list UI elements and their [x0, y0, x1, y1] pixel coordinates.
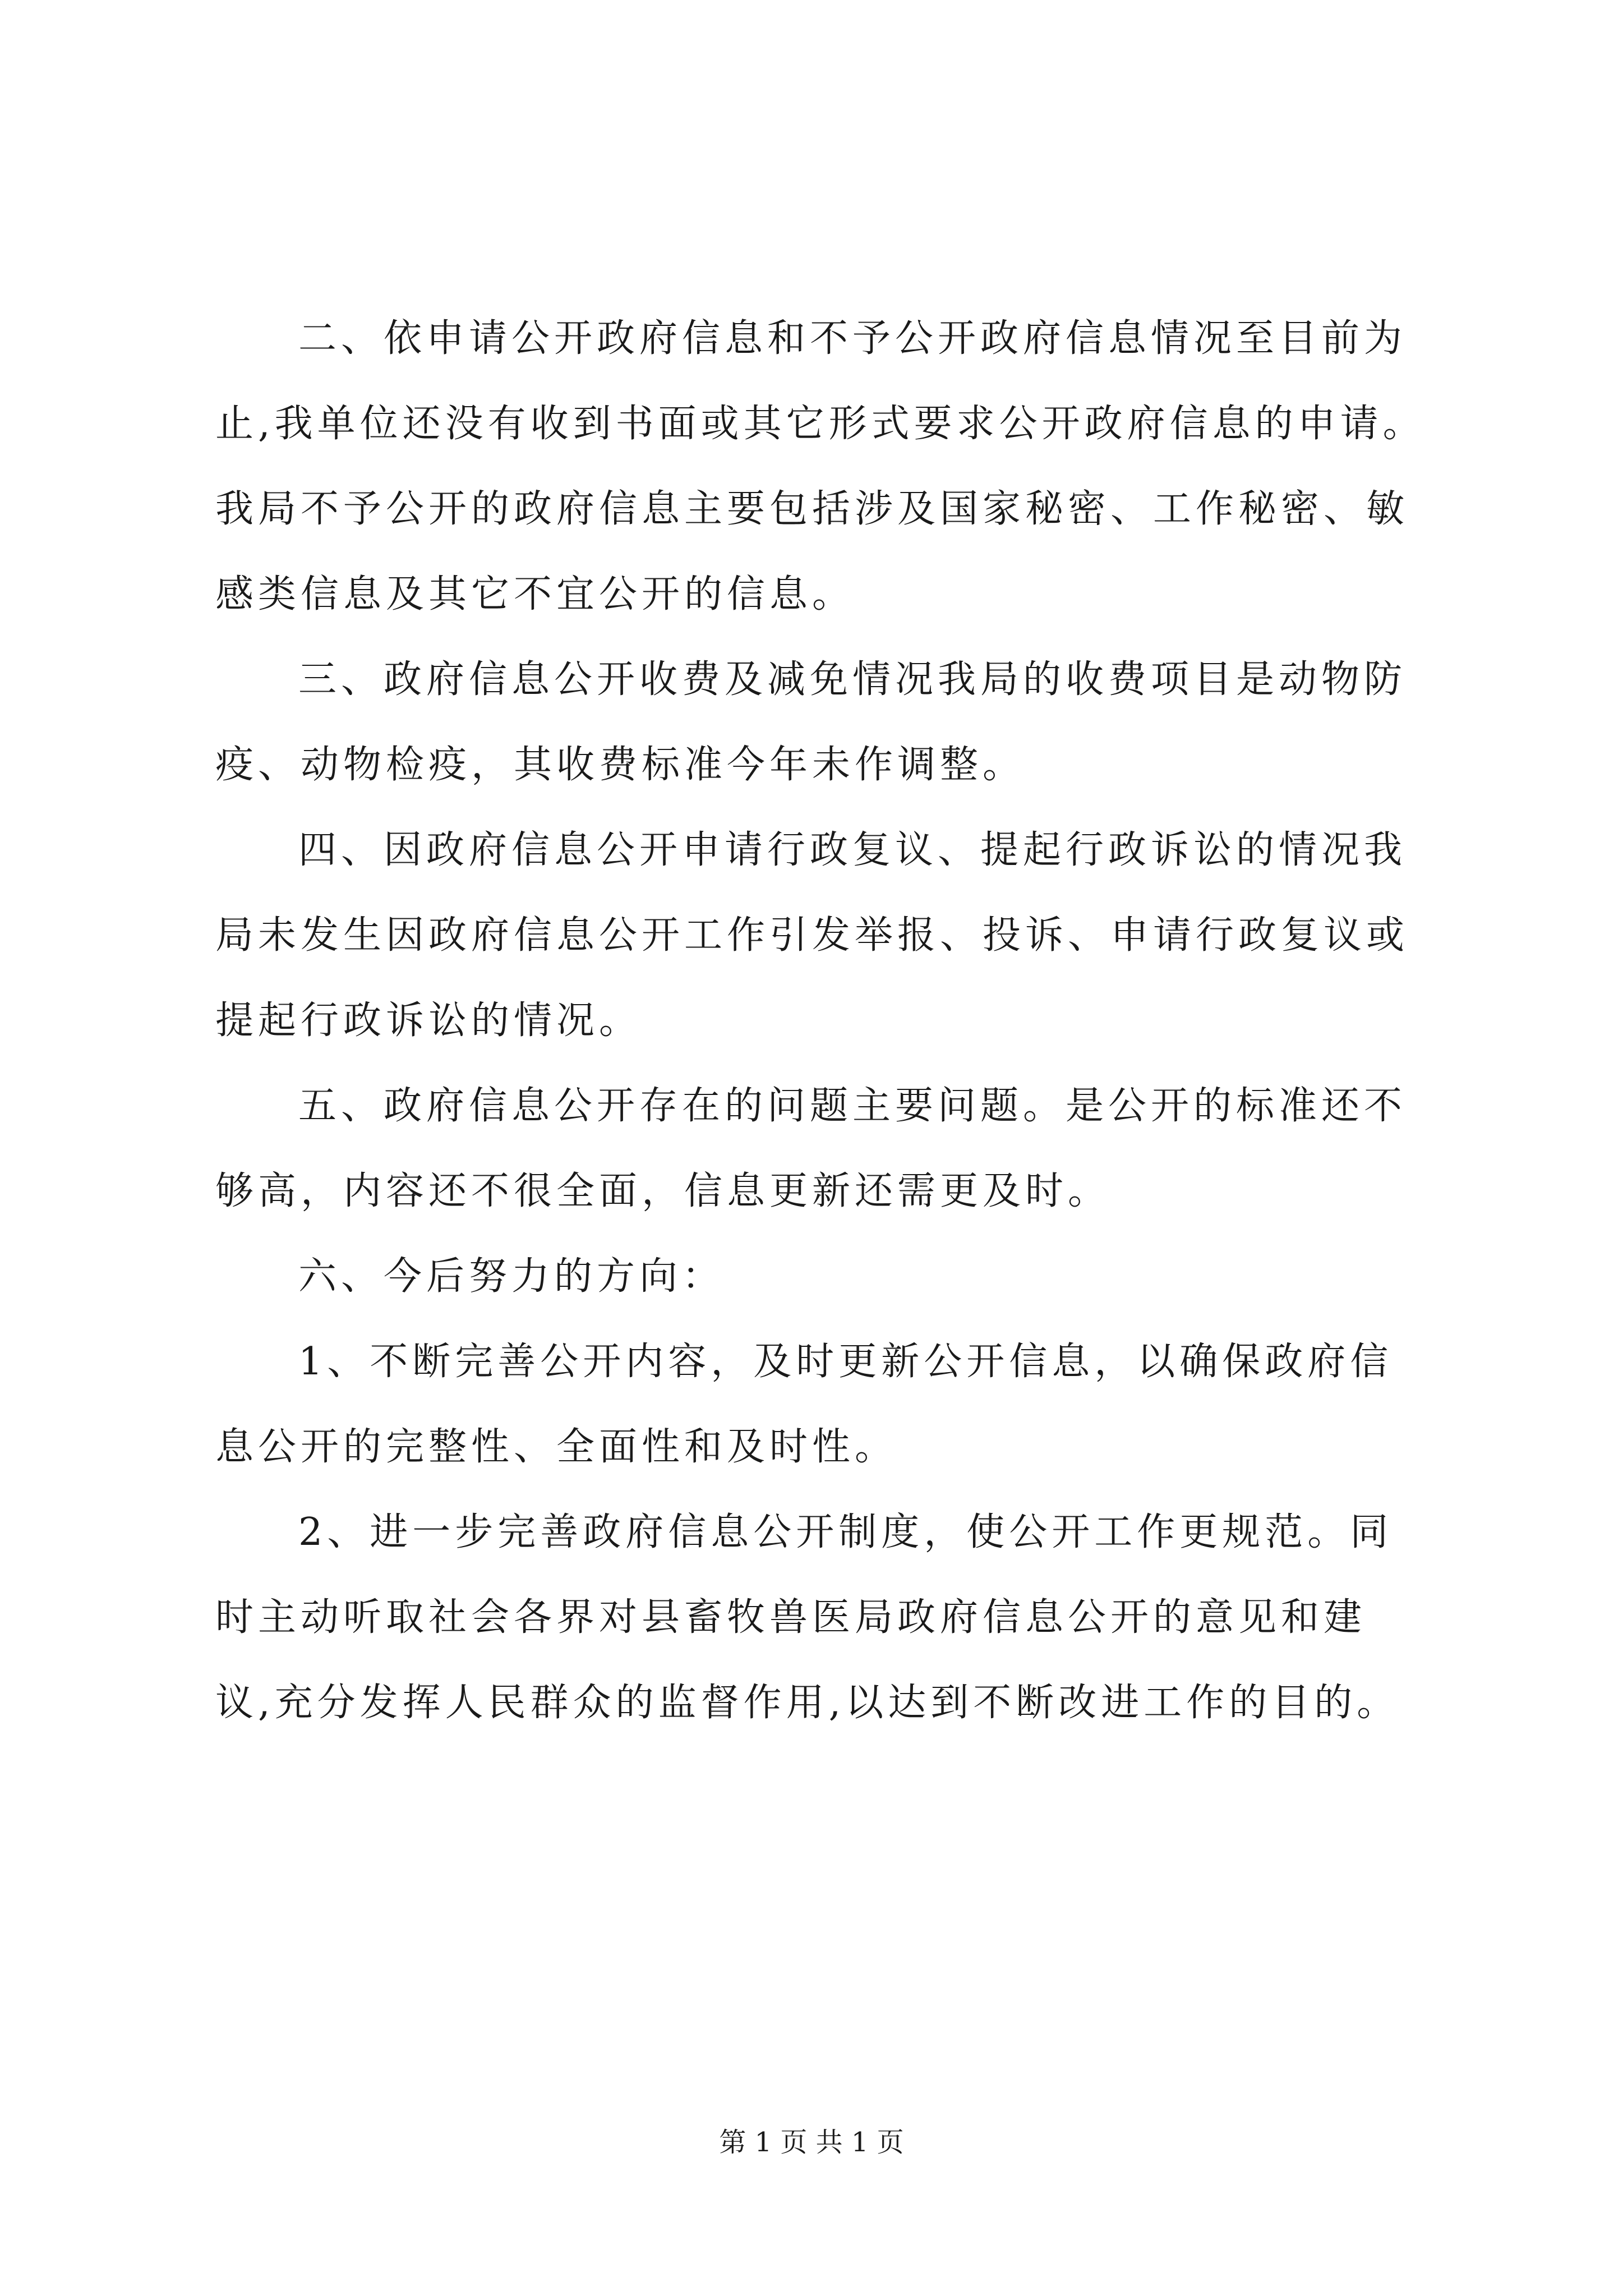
text-line: 六、今后努力的方向： [298, 1254, 725, 1299]
text-line: 四、因政府信息公开申请行政复议、提起行政诉讼的情况我 [298, 828, 1407, 872]
text-line: 议,充分发挥人民群众的监督作用,以达到不断改进工作的目的。 [215, 1681, 1400, 1725]
document-body [215, 296, 1426, 1746]
text-line: 疫、动物检疫，其收费标准今年未作调整。 [215, 743, 1026, 787]
text-line: 1、不断完善公开内容，及时更新公开信息，以确保政府信 [298, 1340, 1393, 1384]
text-line: 我局不予公开的政府信息主要包括涉及国家秘密、工作秘密、敏 [215, 487, 1409, 531]
text-line: 局未发生因政府信息公开工作引发举报、投诉、申请行政复议或 [215, 913, 1409, 958]
text-line: 时主动听取社会各界对县畜牧兽医局政府信息公开的意见和建 [215, 1595, 1367, 1640]
text-line: 够高，内容还不很全面，信息更新还需更及时。 [215, 1169, 1111, 1213]
text-line: 2、进一步完善政府信息公开制度，使公开工作更规范。同 [298, 1510, 1393, 1554]
text-line: 提起行政诉讼的情况。 [215, 999, 642, 1043]
text-line: 五、政府信息公开存在的问题主要问题。是公开的标准还不 [298, 1084, 1407, 1128]
text-line: 感类信息及其它不宜公开的信息。 [215, 572, 855, 616]
page-number-footer: 第 1 页 共 1 页 [719, 2127, 904, 2158]
text-line: 二、依申请公开政府信息和不予公开政府信息情况至目前为 [298, 316, 1407, 361]
text-line: 止,我单位还没有收到书面或其它形式要求公开政府信息的申请。 [215, 402, 1426, 446]
text-line: 三、政府信息公开收费及减免情况我局的收费项目是动物防 [298, 657, 1407, 702]
text-line: 息公开的完整性、全面性和及时性。 [215, 1425, 898, 1469]
